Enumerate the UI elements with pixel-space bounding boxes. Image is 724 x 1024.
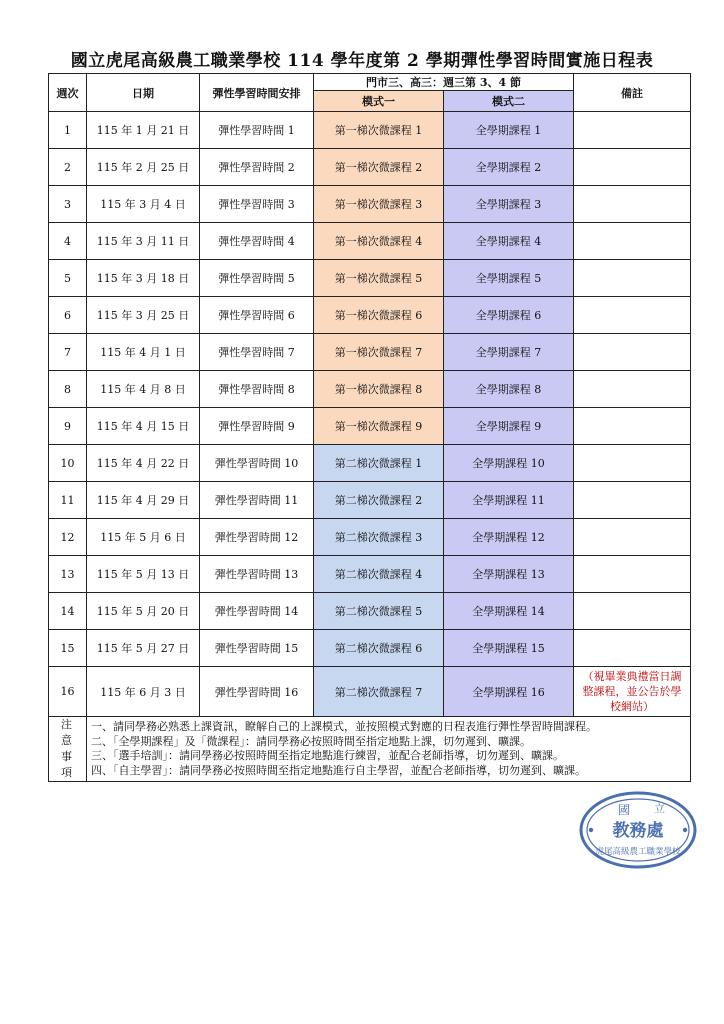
remark-cell bbox=[574, 260, 691, 297]
schedule-row bbox=[49, 482, 691, 519]
slot-cell: 彈性學習時間 8 bbox=[200, 371, 314, 408]
mode2-cell: 全學期課程 10 bbox=[444, 445, 574, 482]
remark-cell bbox=[574, 186, 691, 223]
schedule-row bbox=[49, 334, 691, 371]
mode2-cell: 全學期課程 13 bbox=[444, 556, 574, 593]
week-cell: 10 bbox=[49, 445, 87, 482]
mode1-cell: 第一梯次微課程 8 bbox=[314, 371, 444, 408]
week-cell: 4 bbox=[49, 223, 87, 260]
mode2-cell: 全學期課程 12 bbox=[444, 519, 574, 556]
slot-cell: 彈性學習時間 10 bbox=[200, 445, 314, 482]
schedule-row bbox=[49, 260, 691, 297]
week-cell: 3 bbox=[49, 186, 87, 223]
schedule-row bbox=[49, 149, 691, 186]
date-cell: 115 年 5 月 13 日 bbox=[87, 556, 200, 593]
schedule-row bbox=[49, 371, 691, 408]
notes-label-text: 注意事項 bbox=[61, 718, 74, 779]
header-remark: 備註 bbox=[574, 74, 691, 112]
slot-cell: 彈性學習時間 14 bbox=[200, 593, 314, 630]
slot-cell: 彈性學習時間 5 bbox=[200, 260, 314, 297]
remark-cell bbox=[574, 482, 691, 519]
mode2-cell: 全學期課程 4 bbox=[444, 223, 574, 260]
header-mode1: 模式一 bbox=[314, 91, 444, 112]
schedule-row bbox=[49, 556, 691, 593]
date-cell: 115 年 3 月 11 日 bbox=[87, 223, 200, 260]
mode1-cell: 第一梯次微課程 5 bbox=[314, 260, 444, 297]
remark-cell bbox=[574, 408, 691, 445]
schedule-row bbox=[49, 112, 691, 149]
remark-cell bbox=[574, 112, 691, 149]
remark-cell bbox=[574, 519, 691, 556]
remark-cell bbox=[574, 334, 691, 371]
date-cell: 115 年 1 月 21 日 bbox=[87, 112, 200, 149]
week-cell: 5 bbox=[49, 260, 87, 297]
slot-cell: 彈性學習時間 11 bbox=[200, 482, 314, 519]
notes-body bbox=[87, 717, 691, 782]
date-cell: 115 年 3 月 4 日 bbox=[87, 186, 200, 223]
academic-affairs-seal bbox=[578, 790, 698, 870]
slot-cell: 彈性學習時間 3 bbox=[200, 186, 314, 223]
schedule-row bbox=[49, 408, 691, 445]
note-item: 三、「選手培訓」：請同學務必按照時間至指定地點進行練習，並配合老師指導，切勿遲到、曠課。 bbox=[91, 749, 564, 762]
slot-cell: 彈性學習時間 1 bbox=[200, 112, 314, 149]
week-cell: 12 bbox=[49, 519, 87, 556]
mode2-cell: 全學期課程 9 bbox=[444, 408, 574, 445]
mode1-cell: 第二梯次微課程 4 bbox=[314, 556, 444, 593]
date-cell: 115 年 6 月 3 日 bbox=[87, 667, 200, 717]
schedule-row bbox=[49, 186, 691, 223]
seal-char-top: 國 bbox=[618, 803, 631, 817]
week-cell: 2 bbox=[49, 149, 87, 186]
slot-cell: 彈性學習時間 7 bbox=[200, 334, 314, 371]
remark-cell bbox=[574, 445, 691, 482]
mode2-cell: 全學期課程 5 bbox=[444, 260, 574, 297]
date-cell: 115 年 5 月 27 日 bbox=[87, 630, 200, 667]
slot-cell: 彈性學習時間 2 bbox=[200, 149, 314, 186]
header-date: 日期 bbox=[87, 74, 200, 112]
mode1-cell: 第一梯次微課程 4 bbox=[314, 223, 444, 260]
schedule-table bbox=[48, 73, 691, 782]
mode2-cell: 全學期課程 16 bbox=[444, 667, 574, 717]
note-item: 一、請同學務必熟悉上課資訊，瞭解自己的上課模式，並按照模式對應的日程表進行彈性學習時間課程。 bbox=[91, 720, 597, 733]
week-cell: 6 bbox=[49, 297, 87, 334]
week-cell: 16 bbox=[49, 667, 87, 717]
remark-cell bbox=[574, 223, 691, 260]
mode2-cell: 全學期課程 8 bbox=[444, 371, 574, 408]
seal-bottom-text: 虎尾高級農工職業學校 bbox=[595, 847, 681, 857]
week-cell: 8 bbox=[49, 371, 87, 408]
remark-cell bbox=[574, 371, 691, 408]
date-cell: 115 年 4 月 22 日 bbox=[87, 445, 200, 482]
mode1-cell: 第一梯次微課程 1 bbox=[314, 112, 444, 149]
note-item: 二、「全學期課程」及「微課程」：請同學務必按照時間至指定地點上課，切勿遲到、曠課。 bbox=[91, 734, 531, 748]
mode1-cell: 第一梯次微課程 6 bbox=[314, 297, 444, 334]
week-cell: 15 bbox=[49, 630, 87, 667]
remark-cell bbox=[574, 593, 691, 630]
mode2-cell: 全學期課程 14 bbox=[444, 593, 574, 630]
mode1-cell: 第二梯次微課程 2 bbox=[314, 482, 444, 519]
week-cell: 13 bbox=[49, 556, 87, 593]
schedule-row bbox=[49, 445, 691, 482]
date-cell: 115 年 4 月 8 日 bbox=[87, 371, 200, 408]
date-cell: 115 年 5 月 6 日 bbox=[87, 519, 200, 556]
date-cell: 115 年 4 月 29 日 bbox=[87, 482, 200, 519]
schedule-row bbox=[49, 667, 691, 717]
notes-label bbox=[49, 717, 87, 782]
schedule-row bbox=[49, 223, 691, 260]
remark-cell bbox=[574, 149, 691, 186]
remark-cell bbox=[574, 297, 691, 334]
mode1-cell: 第二梯次微課程 3 bbox=[314, 519, 444, 556]
mode2-cell: 全學期課程 2 bbox=[444, 149, 574, 186]
header-mode-group-note: 門市三、高三：週三第 3、4 節 bbox=[314, 74, 574, 91]
date-cell: 115 年 3 月 18 日 bbox=[87, 260, 200, 297]
mode2-cell: 全學期課程 6 bbox=[444, 297, 574, 334]
week-cell: 14 bbox=[49, 593, 87, 630]
header-week: 週次 bbox=[49, 74, 87, 112]
slot-cell: 彈性學習時間 4 bbox=[200, 223, 314, 260]
mode1-cell: 第一梯次微課程 3 bbox=[314, 186, 444, 223]
slot-cell: 彈性學習時間 6 bbox=[200, 297, 314, 334]
schedule-row bbox=[49, 297, 691, 334]
mode2-cell: 全學期課程 1 bbox=[444, 112, 574, 149]
mode1-cell: 第一梯次微課程 9 bbox=[314, 408, 444, 445]
week-cell: 9 bbox=[49, 408, 87, 445]
slot-cell: 彈性學習時間 16 bbox=[200, 667, 314, 717]
remark-cell bbox=[574, 556, 691, 593]
slot-cell: 彈性學習時間 15 bbox=[200, 630, 314, 667]
seal-center-text: 教務處 bbox=[612, 821, 664, 841]
week-cell: 7 bbox=[49, 334, 87, 371]
header-arrangement: 彈性學習時間安排 bbox=[200, 74, 314, 112]
date-cell: 115 年 2 月 25 日 bbox=[87, 149, 200, 186]
remark-cell bbox=[574, 630, 691, 667]
week-cell: 11 bbox=[49, 482, 87, 519]
slot-cell: 彈性學習時間 9 bbox=[200, 408, 314, 445]
schedule-row bbox=[49, 630, 691, 667]
mode1-cell: 第二梯次微課程 1 bbox=[314, 445, 444, 482]
mode2-cell: 全學期課程 15 bbox=[444, 630, 574, 667]
week-cell: 1 bbox=[49, 112, 87, 149]
document-title: 國立虎尾高級農工職業學校 114 學年度第 2 學期彈性學習時間實施日程表 bbox=[70, 51, 654, 71]
seal-char-right: 立 bbox=[654, 802, 665, 815]
date-cell: 115 年 3 月 25 日 bbox=[87, 297, 200, 334]
date-cell: 115 年 4 月 15 日 bbox=[87, 408, 200, 445]
mode2-cell: 全學期課程 3 bbox=[444, 186, 574, 223]
date-cell: 115 年 4 月 1 日 bbox=[87, 334, 200, 371]
mode1-cell: 第二梯次微課程 5 bbox=[314, 593, 444, 630]
note-item: 四、「自主學習」：請同學務必按照時間至指定地點進行自主學習，並配合老師指導，切勿遲到、曠課。 bbox=[91, 763, 586, 777]
mode2-cell: 全學期課程 7 bbox=[444, 334, 574, 371]
schedule-row bbox=[49, 593, 691, 630]
mode1-cell: 第一梯次微課程 2 bbox=[314, 149, 444, 186]
date-cell: 115 年 5 月 20 日 bbox=[87, 593, 200, 630]
mode1-cell: 第一梯次微課程 7 bbox=[314, 334, 444, 371]
mode1-cell: 第二梯次微課程 6 bbox=[314, 630, 444, 667]
remark-cell: （視畢業典禮當日調整課程，並公告於學校網站） bbox=[574, 667, 691, 717]
slot-cell: 彈性學習時間 12 bbox=[200, 519, 314, 556]
schedule-row bbox=[49, 519, 691, 556]
header-mode2: 模式二 bbox=[444, 91, 574, 112]
mode2-cell: 全學期課程 11 bbox=[444, 482, 574, 519]
mode1-cell: 第二梯次微課程 7 bbox=[314, 667, 444, 717]
slot-cell: 彈性學習時間 13 bbox=[200, 556, 314, 593]
